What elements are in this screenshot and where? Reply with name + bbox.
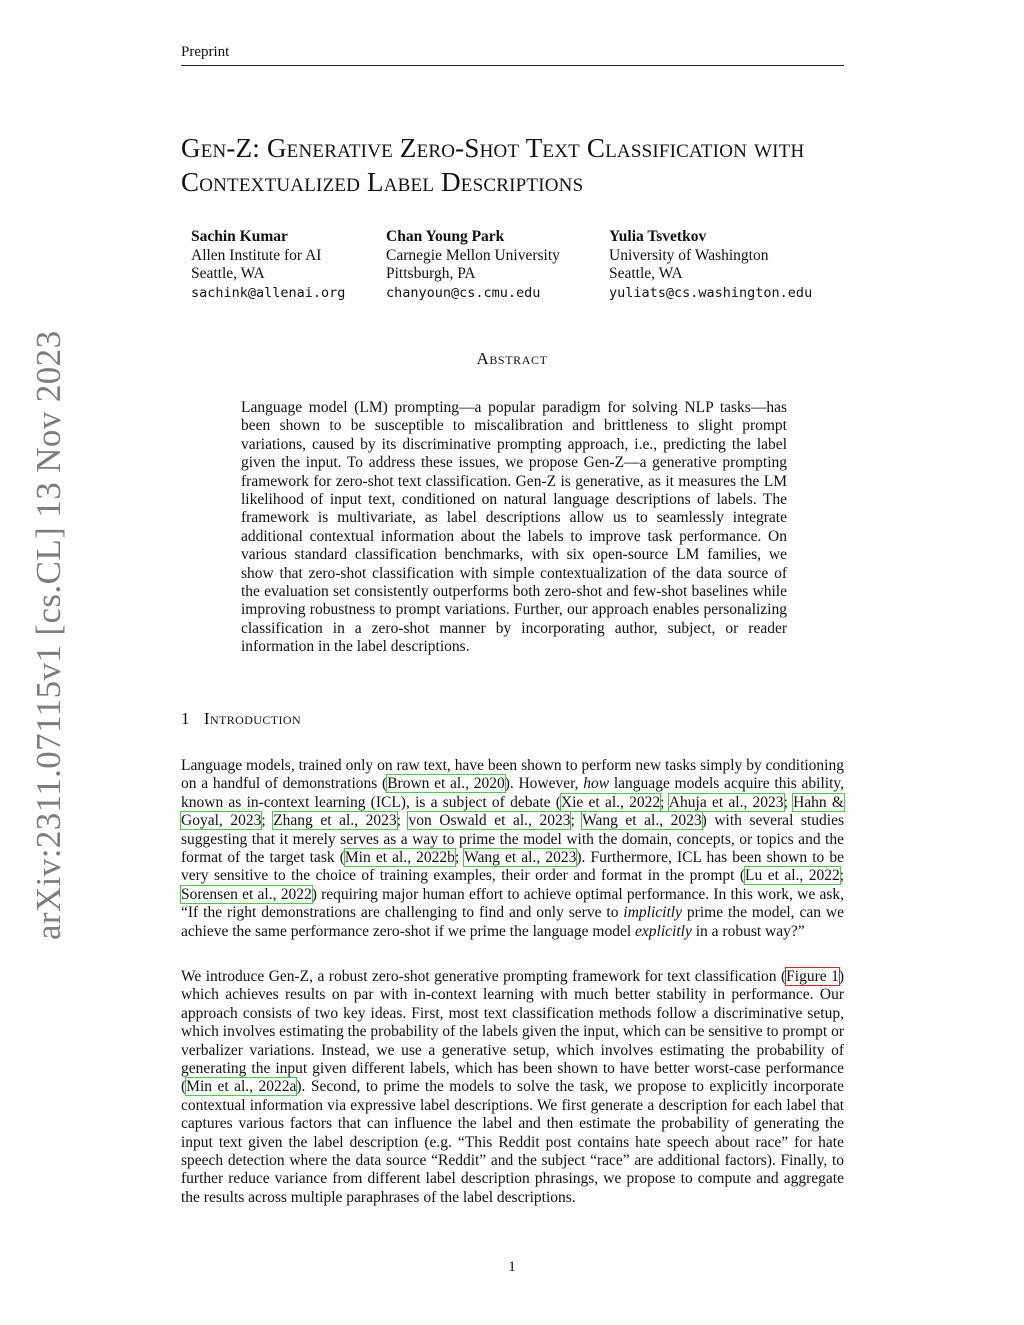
citation-link[interactable]: Sorensen et al., 2022 [181,885,312,903]
abstract-heading: Abstract [476,349,548,368]
text-run: ). However, [504,775,584,793]
arxiv-identifier: arXiv:2311.07115v1 [cs.CL] 13 Nov 2023 [29,330,68,940]
author-affiliation: Carnegie Mellon University [386,246,560,264]
author-email: yuliats@cs.washington.edu [609,284,813,301]
author-email: sachink@allenai.org [191,284,346,301]
citation-link[interactable]: von Oswald et al., 2023 [408,812,571,830]
running-header: Preprint [181,44,844,66]
author-block [609,228,812,302]
paper-title: Gen-Z: Generative Zero-Shot Text Classification with Contextualized Label Descriptions [181,133,805,197]
text-run: ; [783,793,794,811]
citation-link[interactable]: Brown et al., 2020 [387,775,505,793]
author-affiliation: Allen Institute for AI [191,246,322,264]
emphasis: explicitly [635,922,692,940]
citation-link[interactable]: Zhang et al., 2023 [273,812,397,830]
section-heading [181,709,301,729]
section-title: Introduction [203,709,302,728]
citation-link[interactable]: Wang et al., 2023 [464,849,577,867]
text-run: ; [839,867,845,885]
text-run: in a robust way?” [691,922,805,940]
author-location: Seattle, WA [609,265,683,282]
author-affiliation: University of Washington [609,246,769,264]
text-run: ) which achieves results on par with in-context learning with much better stability in performance. Our approach consists of two key ideas. First, most text classification methods follow a discriminative setup, which involves estimating the probability of the labels given the input, which can be sensitive to prompt or verbalizer variations. Instead, we use a generative setup, which involves estimating the probability of generating the input given different labels, which has been shown to have better worst-case performance ( [181,968,844,1096]
intro-paragraph-2 [181,968,844,1207]
page-number: 1 [508,1259,516,1275]
author-location: Pittsburgh, PA [386,265,476,282]
citation-link[interactable]: Ahuja et al., 2023 [668,793,784,811]
text-run: ) requiring major human effort to achieve optimal performance. In this work, we ask, “If the right demonstrations are challenging to find and only serve to [181,885,844,922]
emphasis: implicitly [623,904,682,922]
text-run: ). Second, to prime the models to solve the task, we propose to explicitly incorporate contextual information via expressive label descriptions. We first generate a description for each label that captures various factors that can influence the label and then estimate the probability of generating the input text given the label description (e.g. “This Reddit post contains hate speech about race” for hate speech detection where the data source “Reddit” and the subject “race” are additional factors). Finally, to further reduce variance from different label description phrasings, we propose to compute and aggregate the results across multiple paraphrases of the label descriptions. [181,1078,845,1206]
intro-paragraph-1 [181,757,844,941]
author-name: Yulia Tsvetkov [609,228,707,245]
text-run: ; [660,793,669,811]
author-block [386,228,560,302]
figure-link[interactable]: Figure 1 [786,968,839,985]
citation-link[interactable]: Lu et al., 2022 [745,867,840,885]
abstract-text: Language model (LM) prompting—a popular paradigm for solving NLP tasks—has been shown to be susceptible to miscalibration and brittleness to slight prompt variations, caused by its discriminative prompting approach, i.e., predicting the label given the input. To address these issues, we propose Gen-Z—a generative prompting framework for zero-shot text classification. Gen-Z is generative, as it measures the LM likelihood of input text, conditioned on natural language descriptions of labels. The framework is multivariate, as label descriptions allow us to seamlessly integrate additional contextual information about the labels to improve task performance. On various standard classification benchmarks, with six open-source LM families, we show that zero-shot classification with simple contextualization of the data source of the evaluation set consistently outperforms both zero-shot and few-shot baselines while improving robustness to prompt variations. Further, our approach enables personalizing classification in a zero-shot manner by incorporating author, subject, or reader information in the label descriptions. [241,399,787,656]
author-name: Sachin Kumar [191,228,288,245]
section-number: 1 [181,709,190,728]
citation-link[interactable]: Min et al., 2022a [186,1078,297,1096]
citation-link[interactable]: Xie et al., 2022 [560,793,661,811]
text-run: ) with several studies suggesting that it merely serves as a way to prime the model with the domain, concepts, or topics and the format of the target task ( [181,812,844,867]
author-location: Seattle, WA [191,265,265,282]
text-run: prime the model, can we achieve the same performance zero-shot if we prime the language model [181,904,844,940]
text-run: We introduce Gen-Z, a robust zero-shot generative prompting framework for text classification ( [181,968,787,985]
text-run: ; [396,812,409,830]
author-name: Chan Young Park [386,228,505,245]
text-run: ; [454,849,465,867]
citation-link[interactable]: Hahn & Goyal, 2023 [181,793,844,830]
citation-link[interactable]: Min et al., 2022b [344,849,455,867]
author-email: chanyoun@cs.cmu.edu [386,284,541,301]
text-run: language models acquire this ability, known as in-context learning (ICL), is a subject of debate ( [181,775,845,811]
author-block [191,228,345,302]
emphasis: how [583,775,610,793]
text-run: ; [570,812,583,830]
text-run: Language models, trained only on raw text, have been shown to perform new tasks simply by conditioning on a handful of demonstrations ( [181,757,844,793]
text-run: ; [261,812,274,830]
text-run: ). Furthermore, ICL has been shown to be very sensitive to the choice of training examples, their order and format in the prompt ( [181,849,845,885]
citation-link[interactable]: Wang et al., 2023 [582,812,702,830]
